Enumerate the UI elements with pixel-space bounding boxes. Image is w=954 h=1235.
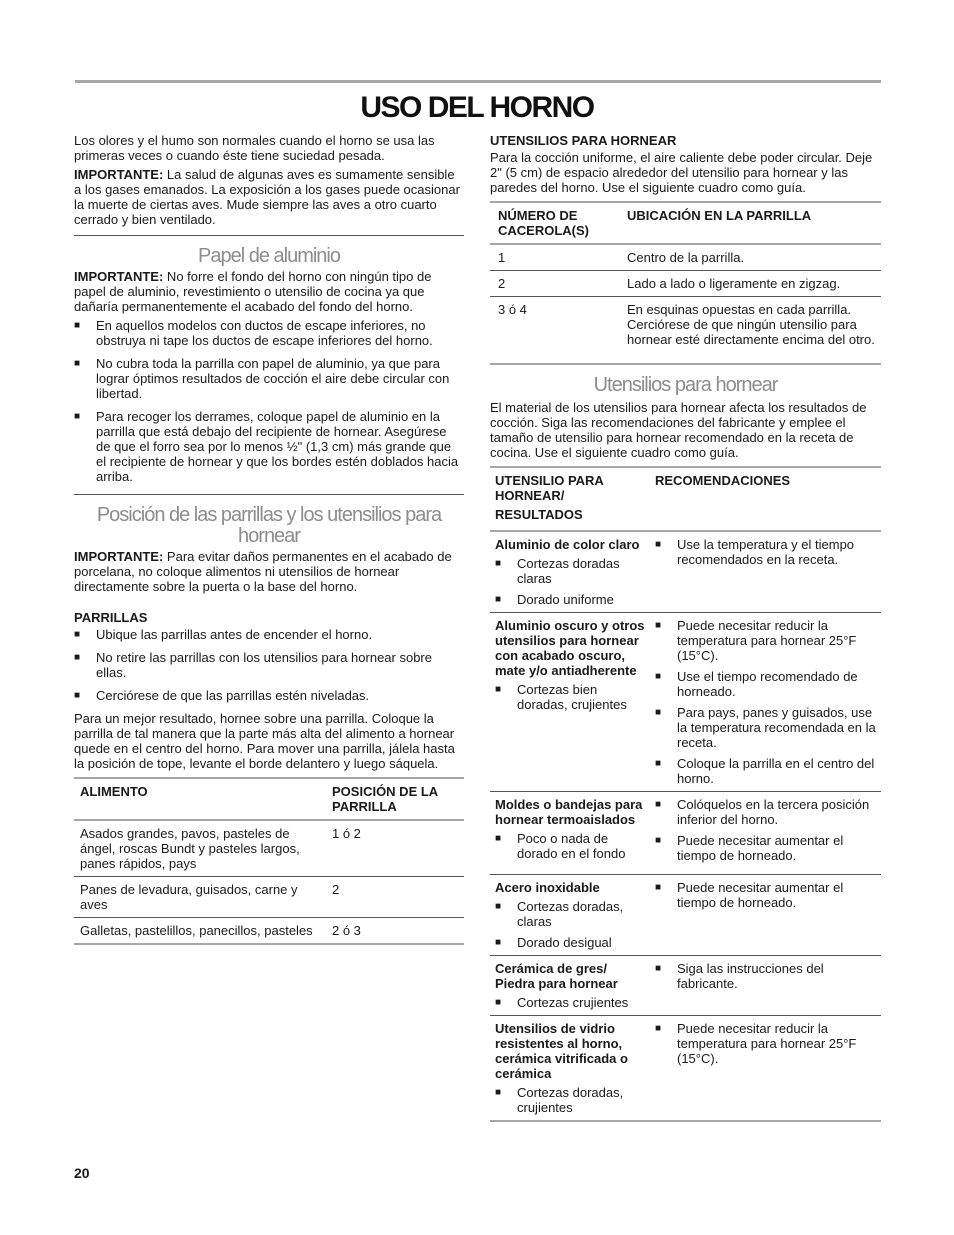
recommendations-list <box>655 618 876 786</box>
table-cell: 2 <box>326 877 464 918</box>
results-list <box>495 831 645 861</box>
table-cell: 1 ó 2 <box>332 826 361 841</box>
list-item-text: Puede necesitar aumentar el tiempo de horneado. <box>677 880 844 910</box>
recommendations-cell <box>650 956 881 1016</box>
table-row <box>490 875 881 956</box>
table-header-row <box>74 778 464 820</box>
intro-important <box>74 167 464 227</box>
list-item-text: Puede necesitar aumentar el tiempo de horneado. <box>677 833 844 863</box>
list-item <box>655 669 876 699</box>
bakeware-name: Cerámica de gres/ Piedra para hornear <box>495 961 618 991</box>
table-header: ALIMENTO <box>74 778 326 820</box>
important-text: No forre el fondo del horno con ningún tipo de papel de aluminio, revestimiento o utensilio de cocina ya que dañaría permanentemente el acabado del fondo del horno. <box>74 269 432 314</box>
list-item <box>495 831 645 861</box>
list-item-text: No cubra toda la parrilla con papel de aluminio, ya que para lograr óptimos resultados de cocción el aire debe circular con libertad. <box>96 356 450 401</box>
important-label: IMPORTANTE: <box>74 269 164 284</box>
list-item-text: Use la temperatura y el tiempo recomendados en la receta. <box>677 537 855 567</box>
bullet-icon: ■ <box>655 707 662 718</box>
table-row <box>490 244 881 271</box>
list-item <box>655 705 876 750</box>
list-item-text: Cortezas doradas claras <box>517 556 620 586</box>
bakeware-name: Moldes o bandejas para hornear termoaislados <box>495 797 643 827</box>
list-item <box>495 935 645 950</box>
important-label: IMPORTANTE: <box>74 167 164 182</box>
table-cell: Galletas, pastelillos, panecillos, pasteles <box>74 918 326 945</box>
bullet-icon: ■ <box>74 690 81 701</box>
table-row <box>490 531 881 613</box>
table-row <box>490 297 881 365</box>
table-cell: 2 <box>490 271 621 297</box>
bullet-icon: ■ <box>495 937 502 948</box>
list-item-text: Cortezas crujientes <box>517 995 629 1010</box>
recommendations-list <box>655 537 876 567</box>
bakeware-position-subhead: UTENSILIOS PARA HORNEAR <box>490 133 677 148</box>
left-column <box>74 133 464 945</box>
table-row <box>490 1016 881 1122</box>
table-cell: Centro de la parrilla. <box>627 250 745 265</box>
table-header: POSICIÓN DE LA PARRILLA <box>326 778 464 820</box>
bullet-icon: ■ <box>655 963 662 974</box>
bullet-icon: ■ <box>495 901 502 912</box>
racks-paragraph: Para un mejor resultado, hornee sobre una parrilla. Coloque la parrilla de tal manera que la parte más alta del alimento a hornear quede en el centro del horno. Para mover una parrilla, jálela hasta la posición de tope, levante el borde delantero y luego sáquela. <box>74 711 455 771</box>
page-number: 20 <box>74 1165 90 1181</box>
pan-position-table <box>490 201 881 365</box>
results-list <box>495 899 645 950</box>
foil-bullet-list <box>74 318 464 484</box>
list-item <box>655 618 876 663</box>
list-item <box>74 627 464 642</box>
bullet-icon: ■ <box>655 671 662 682</box>
bullet-icon: ■ <box>655 1023 662 1034</box>
bakeware-cell <box>490 792 650 875</box>
table-cell: 1 <box>498 250 506 265</box>
list-item-text: Cerciórese de que las parrillas estén niveladas. <box>96 688 370 703</box>
table-row <box>490 613 881 792</box>
bullet-icon: ■ <box>74 411 81 422</box>
bakeware-name: Aluminio de color claro <box>495 537 640 552</box>
table-row <box>490 956 881 1016</box>
recommendations-list <box>655 961 876 991</box>
bullet-icon: ■ <box>655 620 662 631</box>
list-item <box>655 1021 876 1066</box>
list-item-text: En aquellos modelos con ductos de escape inferiores, no obstruya ni tape los ductos de escape inferiores del horno. <box>96 318 433 348</box>
list-item-text: Cortezas bien doradas, crujientes <box>517 682 627 712</box>
bakeware-cell <box>490 1016 650 1122</box>
list-item <box>74 318 464 348</box>
recommendations-cell <box>650 1016 881 1122</box>
recommendations-list <box>655 797 876 863</box>
recommendations-cell <box>650 613 881 792</box>
list-item-text: Poco o nada de dorado en el fondo <box>517 831 626 861</box>
list-item-text: Ubique las parrillas antes de encender el horno. <box>96 627 373 642</box>
bakeware-cell <box>490 613 650 792</box>
bullet-icon: ■ <box>655 799 662 810</box>
table-header: RECOMENDACIONES <box>650 467 881 531</box>
list-item-text: Para recoger los derrames, coloque papel de aluminio en la parrilla que está debajo del recipiente de hornear. Asegúrese de que el forro sea por lo menos ½" (1,3 cm) más grande que el recipiente de hornear y que los bordes estén doblados hacia arriba. <box>96 409 459 484</box>
bullet-icon: ■ <box>495 997 502 1008</box>
list-item <box>655 797 876 827</box>
header-line: RESULTADOS <box>495 507 583 522</box>
recommendations-cell <box>650 875 881 956</box>
list-item-text: Cortezas doradas, claras <box>517 899 624 929</box>
important-text: La salud de algunas aves es sumamente sensible a los gases emanados. La exposición a los gases puede ocasionar la muerte de ciertas aves. Mude siempre las aves a otro cuarto cerrado y bien ventilado. <box>74 167 460 227</box>
list-item <box>495 995 645 1010</box>
bullet-icon: ■ <box>74 320 81 331</box>
list-item-text: Cortezas doradas, crujientes <box>517 1085 624 1115</box>
table-header <box>490 467 650 531</box>
foil-section-title: Papel de aluminio <box>198 245 340 267</box>
table-cell: 2 ó 3 <box>326 918 464 945</box>
table-header: UBICACIÓN EN LA PARRILLA <box>621 202 881 244</box>
list-item <box>655 833 876 863</box>
bullet-icon: ■ <box>655 539 662 550</box>
list-item <box>495 556 645 586</box>
important-label: IMPORTANTE: <box>74 549 164 564</box>
recommendations-cell <box>650 792 881 875</box>
table-row <box>490 271 881 297</box>
list-item <box>655 880 876 910</box>
list-item <box>495 899 645 929</box>
racks-bullet-list <box>74 627 464 703</box>
bullet-icon: ■ <box>495 833 502 844</box>
bullet-icon: ■ <box>655 882 662 893</box>
list-item-text: Coloque la parrilla en el centro del horno. <box>677 756 875 786</box>
rack-position-table <box>74 777 464 945</box>
bakeware-position-text: Para la cocción uniforme, el aire caliente debe poder circular. Deje 2" (5 cm) de espacio alrededor del utensilio para hornear y las paredes del horno. Use el siguiente cuadro como guía. <box>490 150 873 195</box>
bullet-icon: ■ <box>495 558 502 569</box>
list-item-text: Dorado desigual <box>517 935 612 950</box>
list-item-text: Colóquelos en la tercera posición inferior del horno. <box>677 797 870 827</box>
list-item-text: Puede necesitar reducir la temperatura para hornear 25°F (15°C). <box>677 618 857 663</box>
racks-important <box>74 549 464 594</box>
list-item <box>495 1085 645 1115</box>
important-text: Para evitar daños permanentes en el acabado de porcelana, no coloque alimentos ni utensilios de hornear directamente sobre la puerta o la base del horno. <box>74 549 452 594</box>
bullet-icon: ■ <box>495 1087 502 1098</box>
table-cell: 3 ó 4 <box>490 297 621 365</box>
foil-important <box>74 269 464 314</box>
list-item-text: Siga las instrucciones del fabricante. <box>677 961 824 991</box>
recommendations-list <box>655 880 876 910</box>
list-item <box>655 756 876 786</box>
list-item-text: Puede necesitar reducir la temperatura para hornear 25°F (15°C). <box>677 1021 857 1066</box>
list-item-text: No retire las parrillas con los utensilios para hornear sobre ellas. <box>96 650 432 680</box>
bakeware-name: Acero inoxidable <box>495 880 600 895</box>
table-row <box>74 820 464 877</box>
section-rule <box>74 235 464 236</box>
table-cell: En esquinas opuestas en cada parrilla. Cerciórese de que ningún utensilio para hornear esté directamente encima del otro. <box>621 297 881 365</box>
table-row <box>74 877 464 918</box>
bakeware-cell <box>490 875 650 956</box>
list-item-text: Use el tiempo recomendado de horneado. <box>677 669 858 699</box>
bakeware-section-title: Utensilios para hornear <box>593 374 778 396</box>
page-title: USO DEL HORNO <box>360 91 594 124</box>
list-item <box>495 682 645 712</box>
bullet-icon: ■ <box>495 594 502 605</box>
bakeware-table <box>490 466 881 1122</box>
parrillas-subhead: PARRILLAS <box>74 610 148 625</box>
table-row <box>74 918 464 945</box>
header-line: UTENSILIO PARA HORNEAR/ <box>495 473 604 503</box>
bullet-icon: ■ <box>74 358 81 369</box>
list-item <box>655 537 876 567</box>
table-row <box>490 792 881 875</box>
results-list <box>495 1085 645 1115</box>
right-column <box>490 133 881 1122</box>
results-list <box>495 556 645 607</box>
results-list <box>495 995 645 1010</box>
bakeware-name: Aluminio oscuro y otros utensilios para hornear con acabado oscuro, mate y/o antiadherente <box>495 618 645 678</box>
bullet-icon: ■ <box>655 835 662 846</box>
table-cell: Lado a lado o ligeramente en zigzag. <box>621 271 881 297</box>
table-header: NÚMERO DE CACEROLA(S) <box>490 202 621 244</box>
table-header-row <box>490 202 881 244</box>
recommendations-list <box>655 1021 876 1066</box>
list-item <box>74 688 464 703</box>
intro-paragraph: Los olores y el humo son normales cuando el horno se usa las primeras veces o cuando éste tiene suciedad pesada. <box>74 133 435 163</box>
list-item-text: Para pays, panes y guisados, use la temperatura recomendada en la receta. <box>677 705 876 750</box>
bakeware-cell <box>490 956 650 1016</box>
bullet-icon: ■ <box>74 629 81 640</box>
bakeware-cell <box>490 531 650 613</box>
racks-section-title: Posición de las parrillas y los utensilios para hornear <box>96 504 442 547</box>
table-cell: Asados grandes, pavos, pasteles de ángel, roscas Bundt y pasteles largos, panes rápidos, pays <box>80 826 300 871</box>
recommendations-cell <box>650 531 881 613</box>
list-item <box>74 409 464 484</box>
bullet-icon: ■ <box>655 758 662 769</box>
list-item <box>74 650 464 680</box>
bullet-icon: ■ <box>495 684 502 695</box>
list-item <box>655 961 876 991</box>
table-header-row <box>490 467 881 531</box>
section-rule <box>74 494 464 495</box>
top-rule <box>75 80 881 83</box>
table-cell: Panes de levadura, guisados, carne y aves <box>74 877 326 918</box>
bullet-icon: ■ <box>74 652 81 663</box>
bakeware-name: Utensilios de vidrio resistentes al horno, cerámica vitrificada o cerámica <box>495 1021 628 1081</box>
list-item-text: Dorado uniforme <box>517 592 614 607</box>
list-item <box>495 592 645 607</box>
bakeware-text: El material de los utensilios para hornear afecta los resultados de cocción. Siga las recomendaciones del fabricante y emplee el tamaño de utensilio para hornear recomendado en la receta de cocina. Use el siguiente cuadro como guía. <box>490 400 867 460</box>
list-item <box>74 356 464 401</box>
results-list <box>495 682 645 712</box>
